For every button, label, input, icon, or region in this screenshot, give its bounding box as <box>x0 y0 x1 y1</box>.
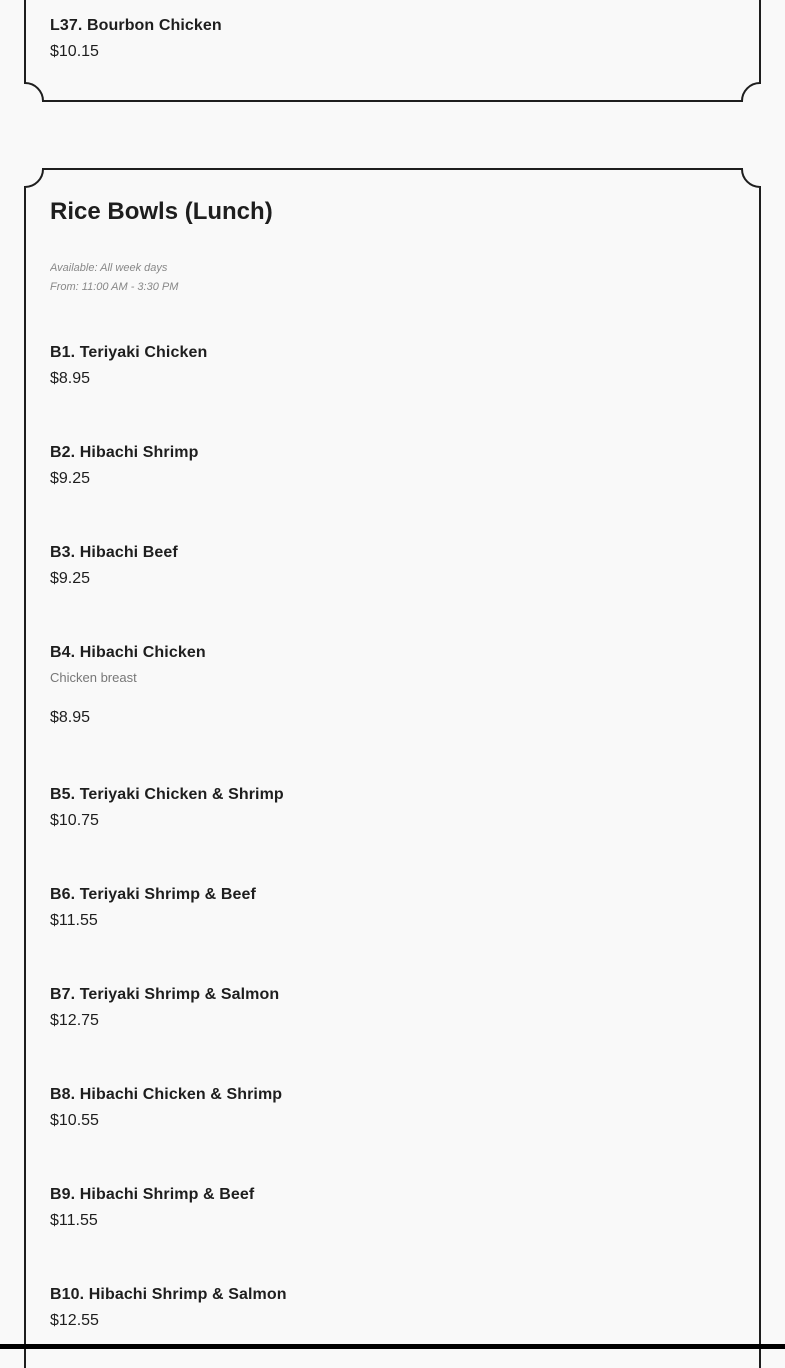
menu-item-description: Chicken breast <box>50 670 137 685</box>
menu-item[interactable] <box>50 886 256 930</box>
menu-item[interactable] <box>50 17 222 61</box>
menu-item-price: $10.75 <box>50 812 99 829</box>
menu-item[interactable] <box>50 986 279 1030</box>
menu-item-name: B2. Hibachi Shrimp <box>50 444 199 461</box>
menu-item[interactable] <box>50 644 206 727</box>
menu-item[interactable] <box>50 1086 282 1130</box>
menu-item[interactable] <box>50 786 284 830</box>
menu-item-name: B8. Hibachi Chicken & Shrimp <box>50 1086 283 1103</box>
menu-item-price: $11.55 <box>50 912 98 929</box>
section-title: Rice Bowls (Lunch) <box>50 198 273 225</box>
bottom-edge-bar <box>0 1344 785 1349</box>
menu-item[interactable] <box>50 1186 254 1230</box>
menu-item[interactable] <box>50 544 178 588</box>
menu-item[interactable] <box>50 344 207 388</box>
menu-item[interactable] <box>50 444 199 488</box>
availability-hours: From: 11:00 AM - 3:30 PM <box>50 281 179 293</box>
menu-section-card-previous <box>24 0 761 104</box>
menu-section-card-rice-bowls <box>24 168 761 1368</box>
menu-item-price: $10.55 <box>50 1112 99 1129</box>
menu-item-price: $10.15 <box>50 43 99 60</box>
menu-item-name: L37. Bourbon Chicken <box>50 17 222 34</box>
menu-item-name: B10. Hibachi Shrimp & Salmon <box>50 1286 287 1303</box>
menu-item-name: B6. Teriyaki Shrimp & Beef <box>50 886 256 903</box>
menu-item-price: $9.25 <box>50 470 91 487</box>
menu-item-name: B1. Teriyaki Chicken <box>50 344 208 361</box>
menu-item-price: $8.95 <box>50 370 91 387</box>
menu-item-name: B7. Teriyaki Shrimp & Salmon <box>50 986 280 1003</box>
menu-item-price: $9.25 <box>50 570 91 587</box>
menu-item-name: B5. Teriyaki Chicken & Shrimp <box>50 786 284 803</box>
menu-item-price: $12.55 <box>50 1312 99 1329</box>
menu-item-name: B4. Hibachi Chicken <box>50 644 206 661</box>
menu-item-name: B3. Hibachi Beef <box>50 544 178 561</box>
menu-item[interactable] <box>50 1286 287 1330</box>
menu-item-name: B9. Hibachi Shrimp & Beef <box>50 1186 255 1203</box>
menu-item-price: $12.75 <box>50 1012 99 1029</box>
menu-item-price: $11.55 <box>50 1212 98 1229</box>
availability-days: Available: All week days <box>50 262 168 274</box>
menu-item-price: $8.95 <box>50 709 91 726</box>
availability-info <box>50 259 192 297</box>
